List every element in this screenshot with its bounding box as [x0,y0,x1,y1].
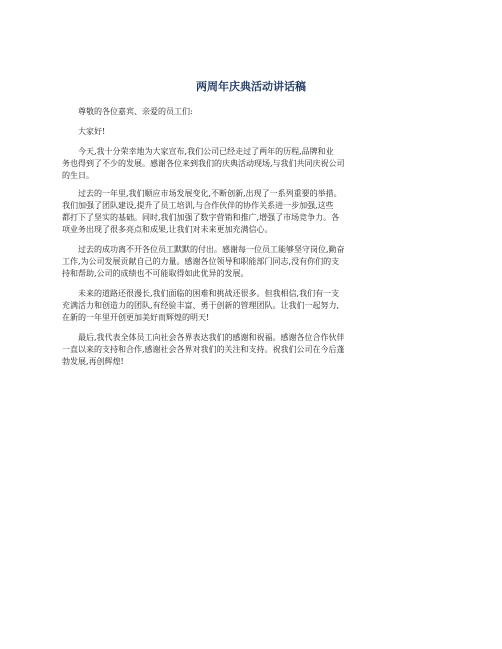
paragraph-line: 今天,我十分荣幸地为大家宣布,我们公司已经走过了两年的历程,品牌和业 [78,147,334,156]
paragraph-line: 最后,我代表全体员工向社会各界表达我们的感谢和祝福。感谢各位合作伙伴 [78,333,345,342]
paragraph-line: 一直以来的支持和合作,感谢社会各界对我们的关注和支持。祝我们公司在今后蓬 [62,345,345,354]
paragraph-line: 我们加强了团队建设,提升了员工培训,与合作伙伴的协作关系进一步加强,这些 [62,201,334,210]
paragraph-2 [62,188,440,236]
paragraph-line: 都打下了坚实的基础。同时,我们加强了数字营销和推广,增强了市场竞争力。各 [62,213,340,222]
paragraph-line: 工作,为公司发展贡献自己的力量。感谢各位领导和职能部门同志,没有你们的支 [62,257,340,266]
paragraph-line: 过去的成功离不开各位员工默默的付出。感谢每一位员工能够坚守岗位,勤奋 [78,245,345,254]
paragraph-line: 项业务出现了很多亮点和成果,让我们对未来更加充满信心。 [62,225,273,234]
paragraph-3 [62,244,440,280]
paragraph-line: 持和帮助,公司的成绩也不可能取得如此优异的发展。 [62,269,249,278]
greeting-text [62,106,440,118]
paragraph-line: 过去的一年里,我们顺应市场发展变化,不断创新,出现了一系列重要的举措。 [78,189,342,198]
salutation-line: 大家好! [78,127,106,136]
paragraph-line: 在新的一年里开创更加美好而辉煌的明天! [62,313,210,322]
document-title: 两周年庆典活动讲话稿 [196,80,306,93]
paragraph-5 [62,332,440,368]
paragraph-4 [62,288,440,324]
paragraph-line: 的生日。 [62,171,94,180]
paragraph-line: 充满活力和创造力的团队,有经验丰富、勇于创新的管理团队。让我们一起努力, [62,301,340,310]
paragraph-line: 勃发展,再创辉煌! [62,357,124,366]
paragraph-line: 未来的道路还很漫长,我们面临的困难和挑战还很多。但我相信,我们有一支 [78,289,340,298]
greeting-line: 尊敬的各位嘉宾、亲爱的员工们: [78,107,193,116]
paragraph-line: 务也得到了不少的发展。感谢各位来到我们的庆典活动现场,与我们共同庆祝公司 [62,159,345,168]
paragraph-1 [62,146,440,182]
salutation-text [62,126,440,138]
